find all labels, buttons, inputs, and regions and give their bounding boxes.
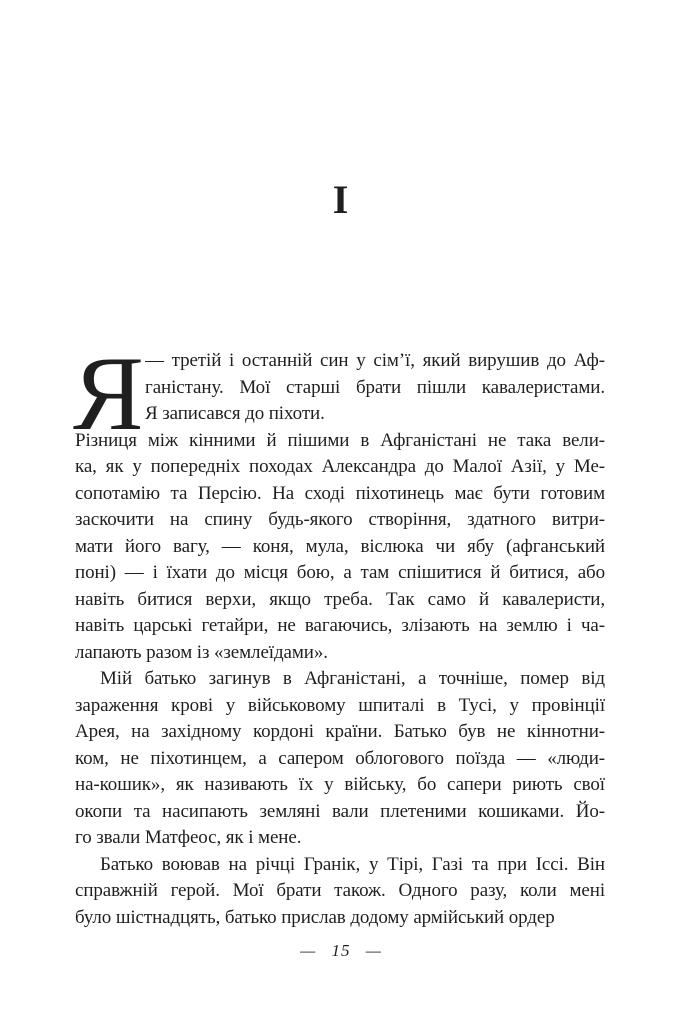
text-line: ком, не піхотинцем, а сапером облогового поїзда — «люди- <box>75 747 605 769</box>
text-line: Мій батько загинув в Афганістані, а точніше, помер від <box>100 668 605 689</box>
text-line: мати його вагу, — коня, мула, віслюка чи ябу (афганський <box>75 535 605 557</box>
text-line: Арея, на західному кордоні країни. Батько був не кіннотни- <box>75 721 605 742</box>
text-line: навіть царські гетайри, не вагаючись, злізають на землю і ча- <box>75 615 605 636</box>
text-line: ка, як у попередніх походах Александра до Малої Азії, у Ме- <box>75 456 605 477</box>
text-line: окопи та насипають земляні вали плетеними кошиками. Йо- <box>75 800 605 822</box>
text-line: Я записався до піхоти. <box>145 403 325 424</box>
text-line: ганістану. Мої старші брати пішли кавалеристами. <box>145 376 605 398</box>
paragraph <box>75 428 605 667</box>
chapter-number: I <box>332 177 350 222</box>
text-line: зараження крові у військовому шпиталі в Тусі, у провінції <box>75 694 605 716</box>
text-line: було шістнадцять, батько прислав додому армійський ордер <box>75 906 555 928</box>
text-line: — третій і останній син у сім’ї, який вирушив до Аф- <box>145 350 605 371</box>
paragraph <box>75 852 605 932</box>
paragraph <box>145 348 605 428</box>
text-line: поні) — і їхати до місця бою, а там спішитися й битися, або <box>75 562 605 583</box>
text-line: го звали Матфеос, як і мене. <box>75 827 302 848</box>
text-line: на-кошик», як називають їх у війську, бо сапери риють свої <box>75 774 605 795</box>
body-text-block <box>73 335 605 931</box>
text-line: справжній герой. Мої брати також. Одного разу, коли мені <box>75 880 605 901</box>
text-line: сопотамію та Персію. На сході піхотинець має бути готовим <box>75 482 605 504</box>
text-line: заскочити на спину будь-якого створіння, здатного витри- <box>75 509 605 530</box>
text-line: лапають разом із «землеїдами». <box>75 641 328 663</box>
dropcap-letter: Я <box>73 335 144 452</box>
paragraph <box>75 666 605 852</box>
text-line: навіть битися верхи, якщо треба. Так само й кавалеристи, <box>75 588 605 610</box>
text-line: Батько воював на річці Гранік, у Тірі, Газі та при Іссі. Він <box>100 853 605 875</box>
text-line: Різниця між кінними й пішими в Афганістані не така вели- <box>75 429 605 451</box>
page-number: — 15 — <box>300 941 382 960</box>
